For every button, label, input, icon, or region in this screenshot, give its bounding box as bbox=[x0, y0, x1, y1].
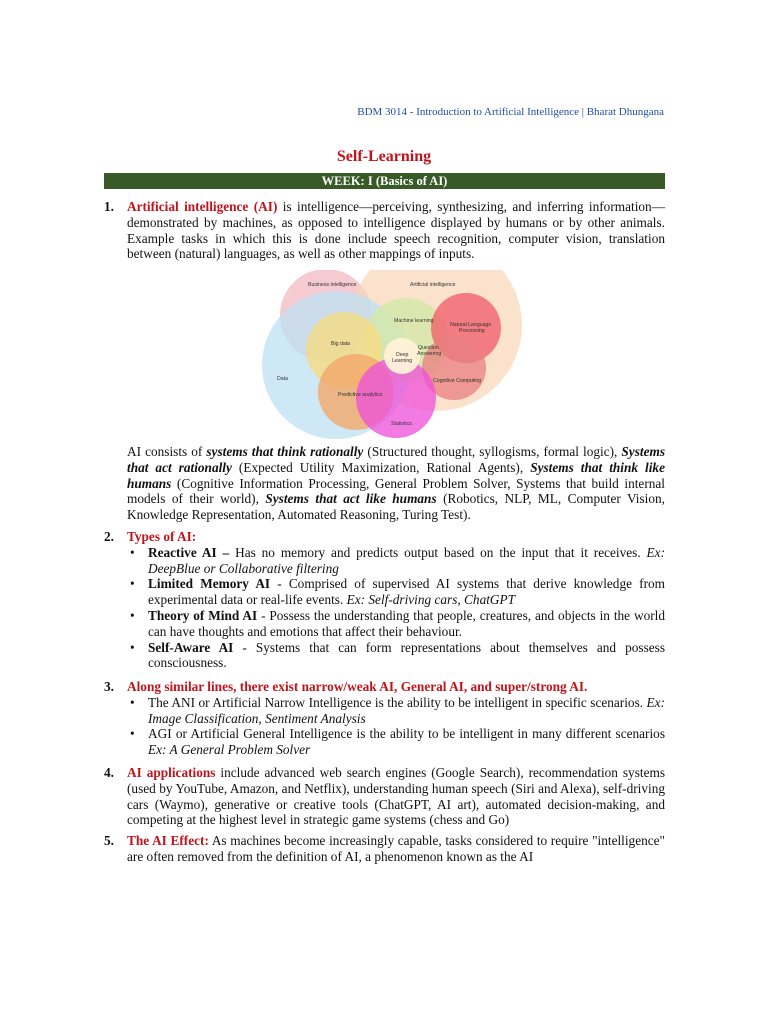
label-data: Data bbox=[277, 376, 288, 382]
para-term-3: Systems that think like humans bbox=[127, 459, 665, 491]
week-banner: WEEK: I (Basics of AI) bbox=[104, 173, 665, 189]
para-text-5: (Robotics, NLP, ML, Computer Vision, Knowledge Representation, Automated Reasoning, Turing Test). bbox=[127, 491, 665, 523]
section-text: As machines become increasingly capable, tasks considered to require "intelligence" are often removed from the definition of AI, a phenomenon known as the AI bbox=[127, 833, 665, 864]
bullet-example: Ex: Image Classification, Sentiment Analysis bbox=[148, 694, 665, 726]
label-qa-1: Question bbox=[418, 345, 439, 351]
label-business-intelligence: Business intelligence bbox=[308, 282, 357, 288]
label-qa-2: Answering bbox=[417, 351, 442, 357]
bullet-text: AGI or Artificial General Intelligence is the ability to be intelligent in many different scenarios bbox=[148, 726, 665, 742]
bullet-text: Has no memory and predicts output based on the input that it receives. bbox=[229, 544, 647, 560]
course-header: BDM 3014 - Introduction to Artificial Intelligence | Bharat Dhungana bbox=[357, 106, 664, 118]
para-text-1: AI consists of bbox=[127, 444, 207, 459]
para-term-1: systems that think rationally bbox=[206, 444, 364, 459]
list-item: • Self-Aware AI - Systems that can form representations about themselves and possess consciousness. bbox=[130, 639, 665, 671]
section-text: include advanced web search engines (Google Search), recommendation systems (used by YouTube, Amazon, and Netflix), understanding human speech (Siri and Alexa), self-driving cars (Waymo), generative or creative tools (ChatGPT, AI art), automated decision-making, and competing at the highest level in strategic game systems (chess and Go) bbox=[127, 765, 665, 828]
bullet-term: Theory of Mind AI bbox=[148, 607, 258, 623]
bullet-example: Ex: DeepBlue or Collaborative filtering bbox=[148, 544, 665, 576]
section-term: AI applications bbox=[127, 765, 216, 780]
label-predictive-analytics: Predictive analytics bbox=[338, 392, 383, 398]
bullet-text: - Comprised of supervised AI systems that derive knowledge from experimental data or real-life events. bbox=[148, 576, 665, 608]
section-term: The AI Effect: bbox=[127, 833, 209, 848]
ai-levels-list bbox=[127, 695, 665, 758]
section-number: 3. bbox=[104, 679, 114, 694]
section-heading: Along similar lines, there exist narrow/weak AI, General AI, and super/strong AI. bbox=[127, 679, 588, 694]
bullet-text: - Systems that can form representations about themselves and possess consciousness. bbox=[148, 639, 665, 671]
para-text-3: (Expected Utility Maximization, Rational Agents), bbox=[231, 459, 531, 475]
label-machine-learning: Machine learning bbox=[394, 318, 434, 324]
para-term-4: Systems that act like humans bbox=[265, 491, 437, 507]
section-number: 1. bbox=[104, 199, 114, 214]
label-artificial-intelligence: Artificial intelligence bbox=[410, 282, 456, 288]
list-item: • Theory of Mind AI - Possess the understanding that people, creatures, and objects in the world can have thoughts and emotions that affect their behaviour. bbox=[130, 607, 665, 639]
list-item: • Reactive AI – Has no memory and predicts output based on the input that it receives. Ex: DeepBlue or Collaborative filtering bbox=[130, 544, 665, 576]
section-number: 5. bbox=[104, 833, 114, 848]
section-number: 2. bbox=[104, 529, 114, 544]
page-title: Self-Learning bbox=[336, 148, 432, 165]
label-big-data: Big data bbox=[331, 341, 351, 347]
list-item: • Limited Memory AI - Comprised of supervised AI systems that derive knowledge from experimental data or real-life events. Ex: Self-driving cars, ChatGPT bbox=[130, 576, 665, 608]
para-text-2: (Structured thought, syllogisms, formal logic), bbox=[363, 444, 622, 459]
section-term: Artificial intelligence (AI) bbox=[127, 199, 278, 214]
label-nlp-1: Natural Language bbox=[450, 322, 492, 328]
label-nlp-2: Processing bbox=[459, 328, 485, 334]
section-number: 4. bbox=[104, 765, 114, 780]
bullet-term: Self-Aware AI bbox=[148, 639, 234, 655]
list-item: • AGI or Artificial General Intelligence is the ability to be intelligent in many different scenarios Ex: A General Problem Solver bbox=[130, 726, 665, 758]
para-term-2: Systems that act rationally bbox=[127, 444, 665, 475]
bullet-term: Reactive AI – bbox=[148, 544, 230, 560]
ai-venn-diagram bbox=[256, 270, 528, 440]
label-dl-2: Learning bbox=[392, 358, 413, 364]
para-text-4: (Cognitive Information Processing, General Problem Solver, Systems that build internal models of their world), bbox=[127, 475, 665, 507]
label-statistics: Statistics bbox=[391, 421, 412, 427]
section-heading: Types of AI: bbox=[127, 529, 197, 544]
bullet-term: Limited Memory AI bbox=[148, 576, 271, 592]
bullet-text: - Possess the understanding that people, creatures, and objects in the world can have thoughts and emotions that affect their behaviour. bbox=[148, 607, 665, 639]
label-cognitive-computing: Cognitive Computing bbox=[433, 378, 482, 384]
list-item: • The ANI or Artificial Narrow Intelligence is the ability to be intelligent in specific scenarios. Ex: Image Classification, Sentiment Analysis bbox=[130, 694, 665, 726]
ai-systems-paragraph bbox=[127, 444, 665, 523]
bullet-example: Ex: A General Problem Solver bbox=[148, 742, 311, 758]
bullet-example: Ex: Self-driving cars, ChatGPT bbox=[346, 592, 516, 608]
section-text: is intelligence—perceiving, synthesizing, and inferring information—demonstrated by machines, as opposed to intelligence displayed by humans or by other animals. Example tasks in which this is done include speech recognition, computer vision, translation between (natural) languages, as well as other mappings of inputs. bbox=[127, 199, 665, 262]
label-dl-1: Deep bbox=[396, 352, 409, 358]
bullet-text: The ANI or Artificial Narrow Intelligence is the ability to be intelligent in specific scenarios. bbox=[148, 694, 647, 710]
types-of-ai-list bbox=[127, 545, 665, 671]
